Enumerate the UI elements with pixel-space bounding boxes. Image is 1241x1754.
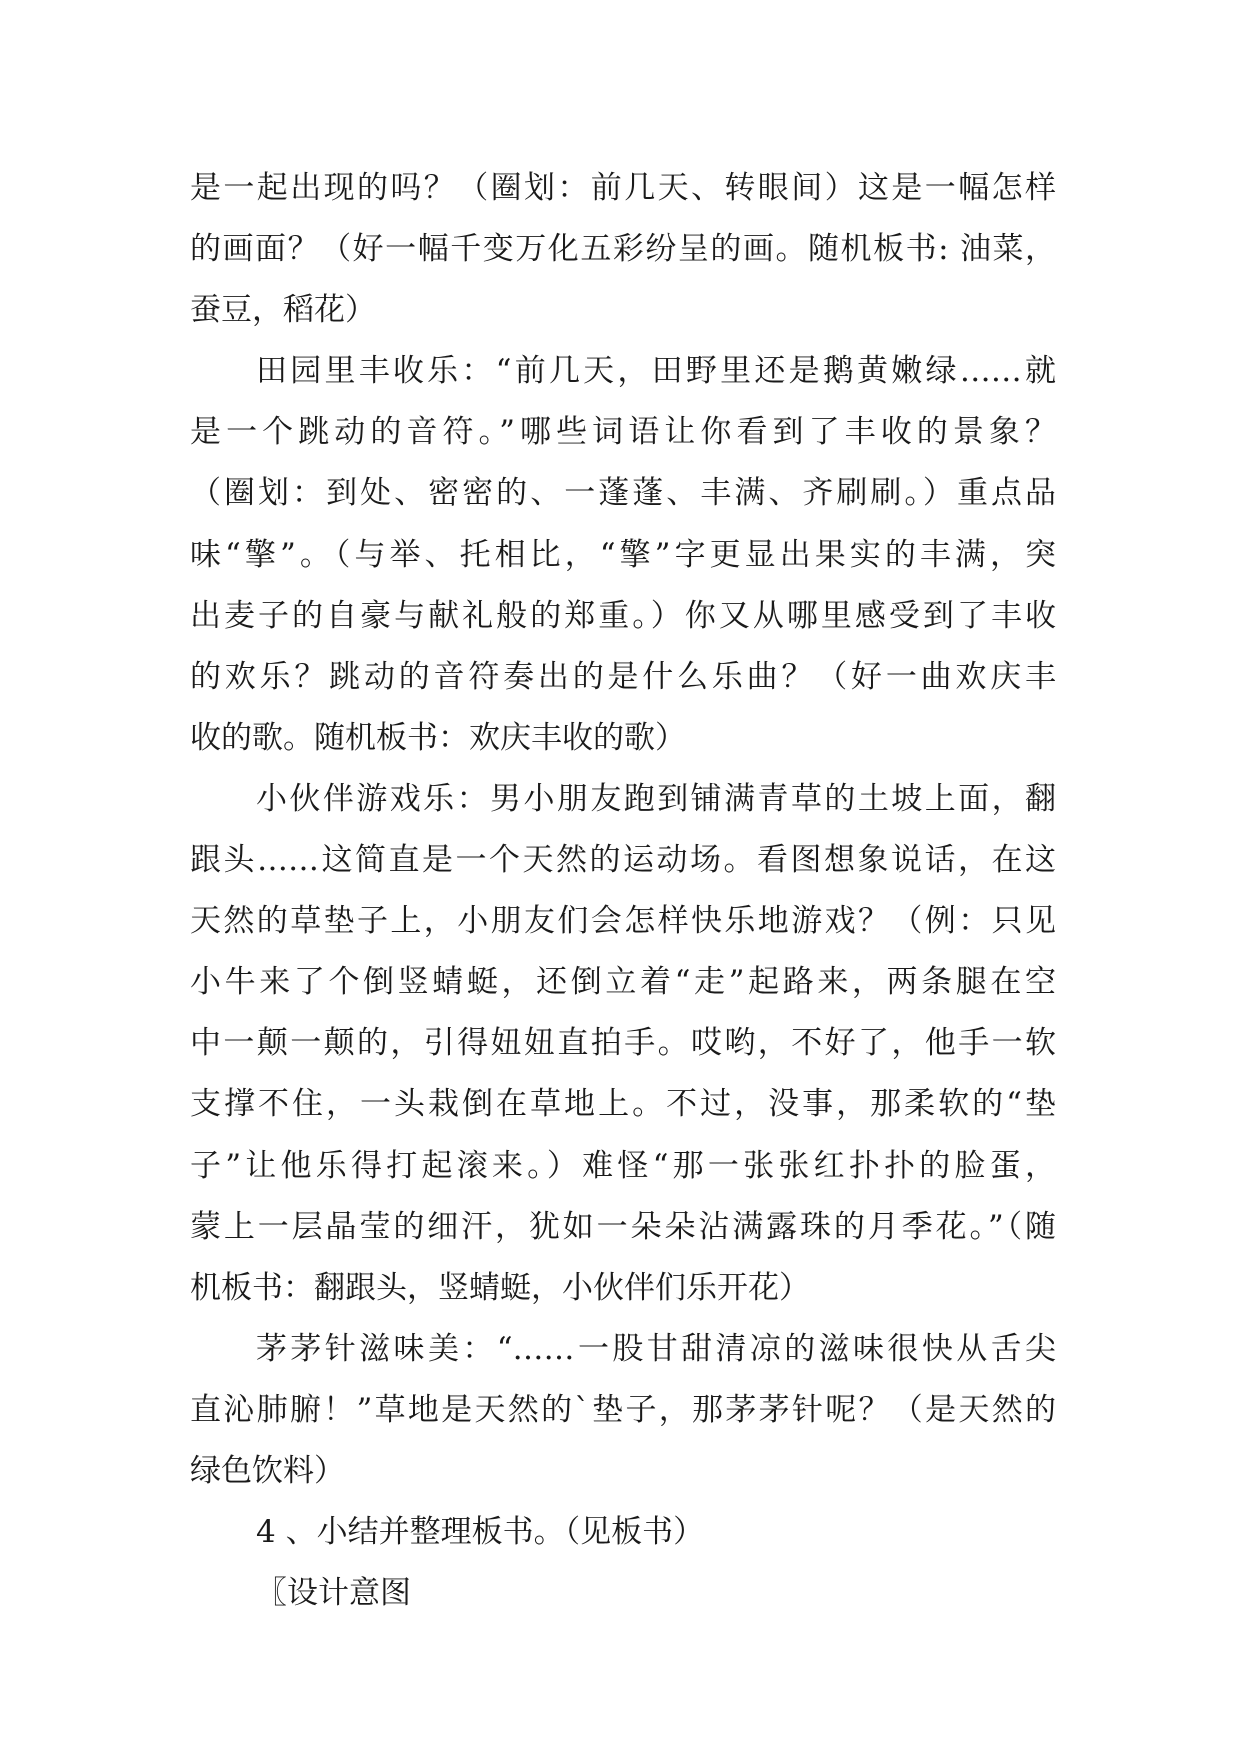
text-line: 的欢乐？跳动的音符奏出的是什么乐曲？（好一曲欢庆丰: [190, 658, 1056, 695]
summary-line: 4 、小结并整理板书。（见板书）: [256, 1514, 705, 1551]
text-line: 是一个跳动的音符。”哪些词语让你看到了丰收的景象？: [190, 414, 1056, 451]
text-line: 子”让他乐得打起滚来。）难怪“那一张张红扑扑的脸蛋，: [190, 1147, 1056, 1184]
text-line: （圈划：到处、密密的、一蓬蓬、丰满、齐刷刷。）重点品: [190, 475, 1056, 512]
text-line: 蚕豆，稻花）: [190, 292, 376, 329]
text-line: 支撑不住，一头栽倒在草地上。不过，没事，那柔软的“垫: [190, 1086, 1056, 1123]
paragraph-start-line: 小伙伴游戏乐：男小朋友跑到铺满青草的土坡上面，翻: [256, 780, 1056, 817]
text-line: 小牛来了个倒竖蜻蜓，还倒立着“走”起路来，两条腿在空: [190, 964, 1056, 1001]
text-line: 天然的草垫子上，小朋友们会怎样快乐地游戏？（例：只见: [190, 903, 1056, 940]
text-line: 是一起出现的吗？（圈划：前几天、转眼间）这是一幅怎样: [190, 170, 1056, 206]
design-intent-heading: 〖设计意图: [256, 1575, 411, 1612]
text-line: 的画面？（好一幅千变万化五彩纷呈的画。随机板书: 油菜，: [190, 231, 1056, 268]
text-line: 收的歌。随机板书：欢庆丰收的歌）: [190, 719, 686, 756]
text-line: 蒙上一层晶莹的细汗，犹如一朵朵沾满露珠的月季花。”（随: [190, 1208, 1056, 1245]
text-line: 直沁肺腑！”草地是天然的`垫子，那茅茅针呢？（是天然的: [190, 1391, 1056, 1428]
text-line: 味“擎”。（与举、托相比，“擎”字更显出果实的丰满，突: [190, 536, 1056, 573]
text-line: 绿色饮料）: [190, 1452, 345, 1489]
text-line: 出麦子的自豪与献礼般的郑重。）你又从哪里感受到了丰收: [190, 597, 1056, 634]
text-body: [190, 158, 1056, 1624]
text-line: 跟头……这简直是一个天然的运动场。看图想象说话，在这: [190, 842, 1056, 879]
text-line: 机板书：翻跟头，竖蜻蜓，小伙伴们乐开花）: [190, 1269, 810, 1306]
paragraph-start-line: 田园里丰收乐：“前几天，田野里还是鹅黄嫩绿……就: [256, 353, 1056, 390]
text-line: 中一颠一颠的，引得妞妞直拍手。哎哟，不好了，他手一软: [190, 1025, 1056, 1062]
paragraph-start-line: 茅茅针滋味美：“……一股甘甜清凉的滋味很快从舌尖: [256, 1330, 1056, 1367]
